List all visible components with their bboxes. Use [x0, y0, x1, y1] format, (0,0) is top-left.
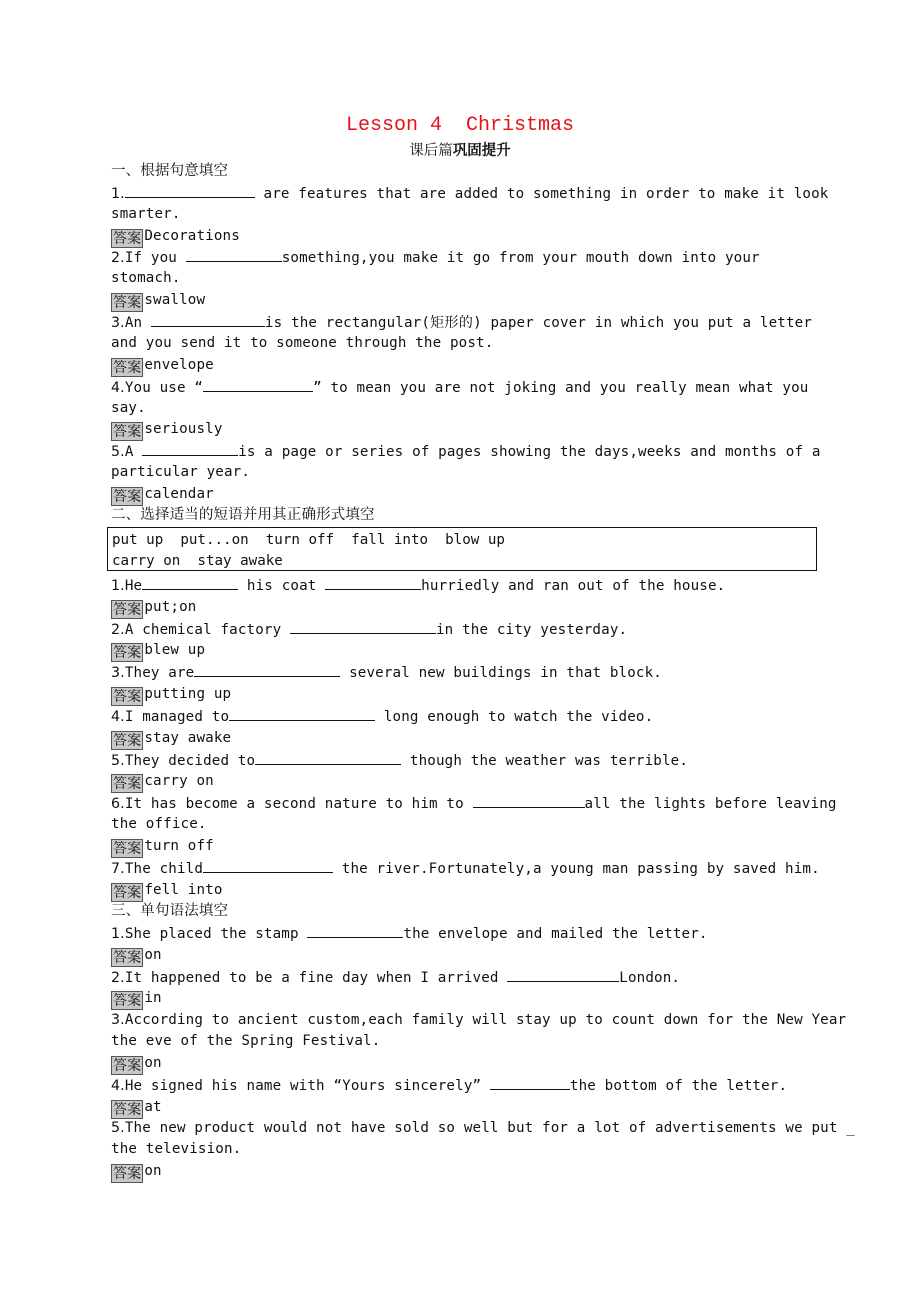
answer-tag: 答案	[113, 776, 142, 792]
s3-a5: 答案 on	[113, 1163, 162, 1182]
answer-tag: 答案	[113, 993, 142, 1009]
s3-q2: 2.It happened to be a fine day when I arrived London.	[111, 967, 680, 988]
subtitle-bold: 巩固提升	[452, 143, 511, 159]
s1-a5: 答案 calendar	[113, 486, 214, 505]
s2-a7: 答案 fell into	[113, 882, 223, 901]
s2-a5: 答案 carry on	[113, 773, 214, 792]
s1-q4-cont: say.	[111, 400, 146, 416]
answer-tag: 答案	[113, 885, 142, 901]
s1-a1: 答案 Decorations	[113, 228, 240, 247]
s1-q4: 4.You use “ ” to mean you are not joking and you really mean what you	[111, 377, 809, 398]
answer-tag: 答案	[113, 295, 142, 311]
s2-q4: 4.I managed to long enough to watch the video.	[111, 706, 653, 727]
s1-a4: 答案 seriously	[113, 421, 223, 440]
answer-tag: 答案	[113, 733, 142, 749]
s2-q3: 3.They are several new buildings in that block.	[111, 662, 662, 683]
s1-q3: 3.An is the rectangular(矩形的) paper cover in which you put a letter	[111, 312, 812, 333]
answer-tag: 答案	[113, 1058, 142, 1074]
s3-q1: 1.She placed the stamp the envelope and mailed the letter.	[111, 923, 708, 944]
s3-a2: 答案 in	[113, 990, 162, 1009]
s2-a4: 答案 stay awake	[113, 730, 232, 749]
s1-q2-cont: stomach.	[111, 270, 181, 286]
s3-q3-cont: the eve of the Spring Festival.	[111, 1033, 381, 1049]
s2-q7: 7.The child the river.Fortunately,a young man passing by saved him.	[111, 858, 820, 879]
s1-a2: 答案 swallow	[113, 292, 206, 311]
answer-tag: 答案	[113, 424, 142, 440]
answer-tag: 答案	[113, 645, 142, 661]
answer-tag: 答案	[113, 602, 142, 618]
s3-q3: 3.According to ancient custom,each family will stay up to count down for the New Year	[111, 1012, 847, 1028]
answer-tag: 答案	[113, 360, 142, 376]
section1-heading: 一、根据句意填空	[111, 163, 229, 179]
s1-a3: 答案 envelope	[113, 357, 214, 376]
phrase-box-line-1: put up put...on turn off fall into blow up	[112, 532, 505, 548]
subtitle-prefix: 课后篇	[409, 143, 453, 159]
s2-q5: 5.They decided to though the weather was terrible.	[111, 750, 688, 771]
s1-q2: 2.If you something,you make it go from your mouth down into your	[111, 247, 760, 268]
s3-a1: 答案 on	[113, 947, 162, 966]
s3-q5-cont: the television.	[111, 1141, 242, 1157]
s2-a3: 答案 putting up	[113, 686, 232, 705]
s2-q1: 1.He his coat hurriedly and ran out of the house.	[111, 575, 725, 596]
s2-a6: 答案 turn off	[113, 838, 214, 857]
answer-tag: 答案	[113, 950, 142, 966]
s3-q5: 5.The new product would not have sold so well but for a lot of advertisements we put _	[111, 1120, 855, 1136]
answer-tag: 答案	[113, 1166, 142, 1182]
s1-q5-cont: particular year.	[111, 464, 251, 480]
s2-a1: 答案 put;on	[113, 599, 197, 618]
s2-q2: 2.A chemical factory in the city yesterday.	[111, 619, 627, 640]
phrase-box	[107, 527, 817, 571]
subtitle	[0, 141, 920, 161]
answer-tag: 答案	[113, 689, 142, 705]
s2-q6-cont: the office.	[111, 816, 207, 832]
section3-heading: 三、单句语法填空	[111, 903, 229, 919]
s1-q5: 5.A is a page or series of pages showing the days,weeks and months of a	[111, 441, 821, 462]
s1-q1-cont: smarter.	[111, 206, 181, 222]
s2-a2: 答案 blew up	[113, 642, 206, 661]
s1-q1: 1. are features that are added to something in order to make it look	[111, 183, 829, 204]
s2-q6: 6.It has become a second nature to him to all the lights before leaving	[111, 793, 837, 814]
s3-q4: 4.He signed his name with “Yours sincerely” the bottom of the letter.	[111, 1075, 787, 1096]
section2-heading: 二、选择适当的短语并用其正确形式填空	[111, 507, 375, 523]
answer-tag: 答案	[113, 1102, 142, 1118]
lesson-title: Lesson 4 Christmas	[345, 114, 575, 137]
s1-q3-cont: and you send it to someone through the post.	[111, 335, 494, 351]
answer-tag: 答案	[113, 231, 142, 247]
s3-a3: 答案 on	[113, 1055, 162, 1074]
answer-tag: 答案	[113, 841, 142, 857]
s3-a4: 答案 at	[113, 1099, 162, 1118]
answer-tag: 答案	[113, 489, 142, 505]
phrase-box-line-2: carry on stay awake	[112, 553, 283, 569]
